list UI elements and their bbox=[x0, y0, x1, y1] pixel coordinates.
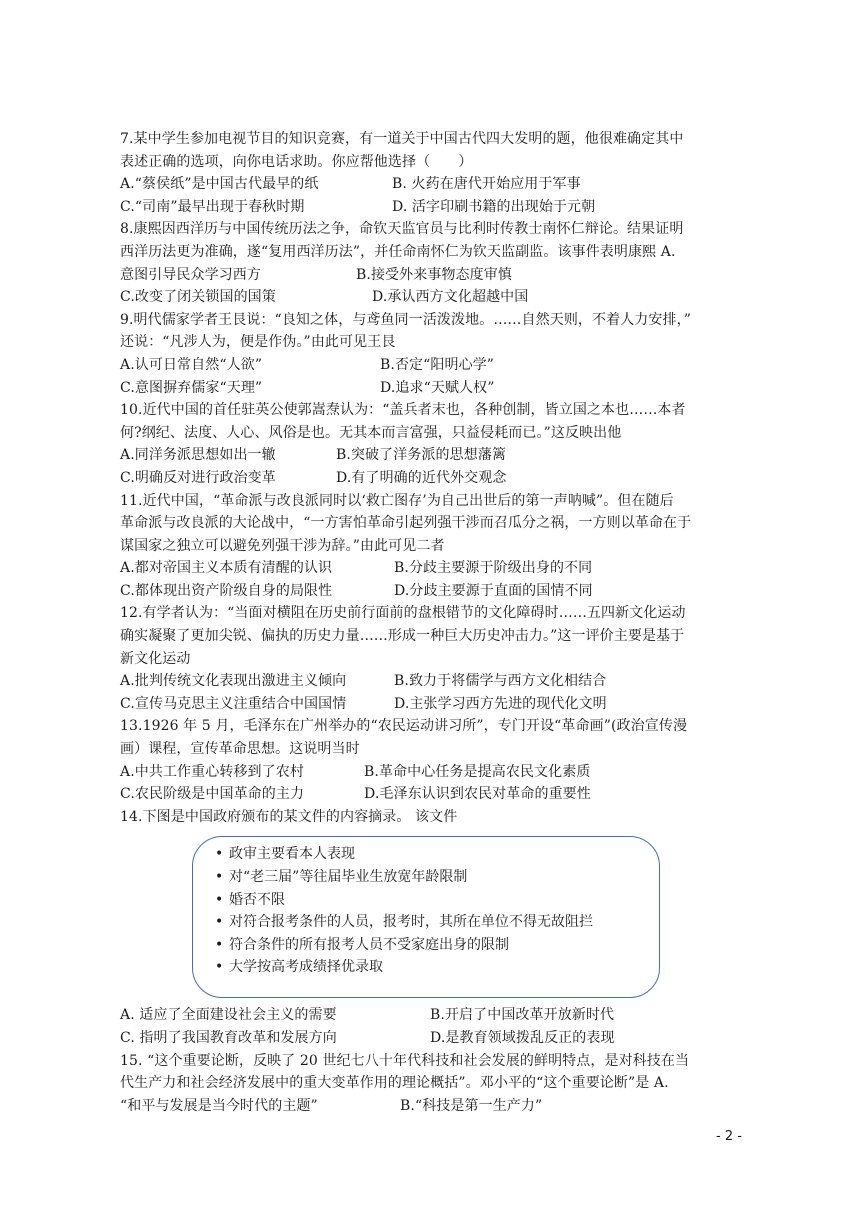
question-11-stem-line-3: 谋国家之独立可以避免列强干涉为辞。”由此可见二者 bbox=[120, 537, 445, 554]
question-10-stem-line-2: 何?纲纪、法度、人心、风俗是也。无其本而言富强，只益侵耗而已。”这反映出他 bbox=[120, 424, 622, 441]
excerpt-item: • 符合条件的所有报考人员不受家庭出身的限制 bbox=[215, 934, 659, 957]
question-15-option-b: B.“科技是第一生产力” bbox=[400, 1097, 543, 1114]
question-10-option-c: C.明确反对进行政治变革 bbox=[120, 469, 276, 486]
excerpt-item: • 婚否不限 bbox=[215, 889, 659, 912]
bullet-icon: • bbox=[215, 846, 224, 863]
question-14-options-row-2 bbox=[120, 1027, 745, 1050]
question-8-option-b: B.接受外来事物态度审慎 bbox=[356, 266, 512, 283]
question-9-option-a: A.认可日常自然“人欲” bbox=[120, 356, 263, 373]
page-number: - 2 - bbox=[716, 1129, 742, 1144]
question-11-stem-line-2: 革命派与改良派的大论战中，“一方害怕革命引起列强干涉而召瓜分之祸，一方则以革命在于 bbox=[120, 515, 692, 532]
question-12-stem-line-1: 12.有学者认为：“当面对横阻在历史前行面前的盘根错节的文化障碍时……五四新文化运动 bbox=[120, 605, 686, 622]
question-11-option-c: C.都体现出资产阶级自身的局限性 bbox=[120, 582, 333, 599]
question-10-option-d: D.有了明确的近代外交观念 bbox=[336, 469, 507, 486]
question-15-stem-line-1: 15. “这个重要论断，反映了 20 世纪七八十年代科技和社会发展的鲜明特点，是对科技在当 bbox=[120, 1052, 690, 1069]
question-10-stem-line-1: 10.近代中国的首任驻英公使郭嵩焘认为：“盖兵者末也，各种创制，皆立国之本也……本者 bbox=[120, 402, 686, 419]
bullet-icon: • bbox=[215, 869, 224, 885]
question-12-option-a: A.批判传统文化表现出激进主义倾向 bbox=[120, 673, 347, 690]
question-10-option-b: B.突破了洋务派的思想藩篱 bbox=[336, 447, 507, 464]
question-12-stem-line-3: 新文化运动 bbox=[120, 650, 191, 667]
question-sheet bbox=[120, 128, 745, 1117]
question-7-options-row-1 bbox=[120, 173, 745, 196]
question-13-option-b: B.革命中心任务是提高农民文化素质 bbox=[364, 763, 591, 780]
excerpt-item: • 大学按高考成绩择优录取 bbox=[215, 956, 659, 979]
question-15-option-a-tail: “和平与发展是当今时代的主题” bbox=[120, 1097, 318, 1114]
question-14-stem: 14.下图是中国政府颁布的某文件的内容摘录。 该文件 bbox=[120, 808, 458, 825]
question-9-stem-line-2: 还说：“凡涉人为，便是作伪。”由此可见王艮 bbox=[120, 334, 396, 351]
question-9-stem-line-1: 9.明代儒家学者王艮说：“良知之体，与鸢鱼同一活泼泼地。……自然天则，不着人力安排，” bbox=[120, 311, 691, 328]
question-12-options-row-2 bbox=[120, 693, 745, 716]
question-13-stem-line-1: 13.1926 年 5 月，毛泽东在广州举办的“农民运动讲习所”，专门开设“革命画”(政治宣传漫 bbox=[120, 718, 688, 735]
question-14-options-row-1 bbox=[120, 1004, 745, 1027]
question-13-option-a: A.中共工作重心转移到了农村 bbox=[120, 763, 304, 780]
excerpt-item: • 对符合报考条件的人员，报考时，其所在单位不得无故阻拦 bbox=[215, 911, 659, 934]
question-11-option-d: D.分歧主要源于直面的国情不同 bbox=[394, 582, 593, 599]
question-7-options-row-2 bbox=[120, 196, 745, 219]
question-8-option-a-tail: 意图引导民众学习西方 bbox=[120, 266, 261, 283]
question-10-options-row-1 bbox=[120, 444, 745, 467]
question-9-options-row-1 bbox=[120, 354, 745, 377]
question-12-option-d: D.主张学习西方先进的现代化文明 bbox=[394, 695, 607, 712]
question-7-stem-line-1: 7.某中学生参加电视节目的知识竞赛，有一道关于中国古代四大发明的题，他很难确定其中 bbox=[120, 131, 684, 147]
question-11-options-row-2 bbox=[120, 580, 745, 603]
bullet-icon: • bbox=[215, 914, 224, 931]
question-11-option-a: A.都对帝国主义本质有清醒的认识 bbox=[120, 560, 333, 577]
question-8-options-row bbox=[120, 286, 745, 309]
question-15-stem-line-2: 代生产力和社会经济发展中的重大变革作用的理论概括”。邓小平的“这个重要论断”是 A. bbox=[120, 1075, 669, 1092]
bullet-icon: • bbox=[215, 959, 224, 976]
question-13-option-d: D.毛泽东认识到农民对革命的重要性 bbox=[364, 786, 591, 803]
question-15-stem-line-3 bbox=[120, 1095, 745, 1118]
question-11-stem-line-1: 11.近代中国，“革命派与改良派同时以‘救亡图存’为自己出世后的第一声呐喊”。但在随后 bbox=[120, 492, 674, 509]
question-12-options-row-1 bbox=[120, 670, 745, 693]
question-10-option-a: A.同洋务派思想如出一辙 bbox=[120, 447, 276, 464]
question-7-stem-line-2: 表述正确的选项，向你电话求助。你应帮他选择（ ） bbox=[120, 153, 473, 170]
question-7-option-d: D. 活字印刷书籍的出现始于元朝 bbox=[392, 198, 596, 215]
excerpt-item: • 政审主要看本人表现 bbox=[215, 843, 659, 866]
question-14-option-d: D.是教育领域拨乱反正的表现 bbox=[430, 1030, 615, 1046]
question-8-option-c: C.改变了闭关锁国的国策 bbox=[120, 289, 276, 306]
document-excerpt-box bbox=[192, 836, 660, 998]
question-9-option-c: C.意图摒弃儒家“天理” bbox=[120, 379, 263, 396]
question-7-option-c: C.“司南”最早出现于春秋时期 bbox=[120, 198, 305, 215]
question-8-stem-line-2: 西洋历法更为准确，遂“复用西洋历法”，并任命南怀仁为钦天监副监。该事件表明康熙 A. bbox=[120, 243, 676, 260]
question-7-option-a: A.“蔡侯纸”是中国古代最早的纸 bbox=[120, 176, 319, 193]
question-13-options-row-2 bbox=[120, 783, 745, 806]
question-11-option-b: B.分歧主要源于阶级出身的不同 bbox=[394, 560, 593, 577]
question-13-option-c: C.农民阶级是中国革命的主力 bbox=[120, 786, 305, 803]
question-8-stem-line-1: 8.康熙因西洋历与中国传统历法之争，命钦天监官员与比利时传教士南怀仁辩论。结果证明 bbox=[120, 221, 684, 238]
question-9-option-b: B.否定“阳明心学” bbox=[380, 356, 495, 373]
question-14-option-b: B.开启了中国改革开放新时代 bbox=[430, 1007, 615, 1024]
question-8-option-d: D.承认西方文化超越中国 bbox=[372, 289, 529, 306]
question-13-stem-line-2: 画）课程，宣传革命思想。这说明当时 bbox=[120, 741, 360, 758]
question-11-options-row-1 bbox=[120, 557, 745, 580]
question-9-option-d: D.追求“天赋人权” bbox=[380, 379, 495, 396]
question-7-option-b: B. 火药在唐代开始应用于军事 bbox=[392, 176, 581, 193]
question-12-option-c: C.宣传马克思主义注重结合中国国情 bbox=[120, 695, 347, 712]
bullet-icon: • bbox=[215, 891, 224, 908]
bullet-icon: • bbox=[215, 936, 224, 953]
question-13-options-row-1 bbox=[120, 761, 745, 784]
question-10-options-row-2 bbox=[120, 467, 745, 490]
question-14-option-c: C. 指明了我国教育改革和发展方向 bbox=[120, 1030, 337, 1046]
question-12-option-b: B.致力于将儒学与西方文化相结合 bbox=[394, 673, 607, 690]
excerpt-item: • 对“老三届”等往届毕业生放宽年龄限制 bbox=[215, 866, 659, 889]
question-9-options-row-2 bbox=[120, 377, 745, 400]
question-12-stem-line-2: 确实凝聚了更加尖锐、偏执的历史力量……形成一种巨大历史冲击力。”这一评价主要是基于 bbox=[120, 628, 685, 645]
question-14-option-a: A. 适应了全面建设社会主义的需要 bbox=[120, 1007, 337, 1024]
question-8-stem-line-3 bbox=[120, 264, 745, 287]
